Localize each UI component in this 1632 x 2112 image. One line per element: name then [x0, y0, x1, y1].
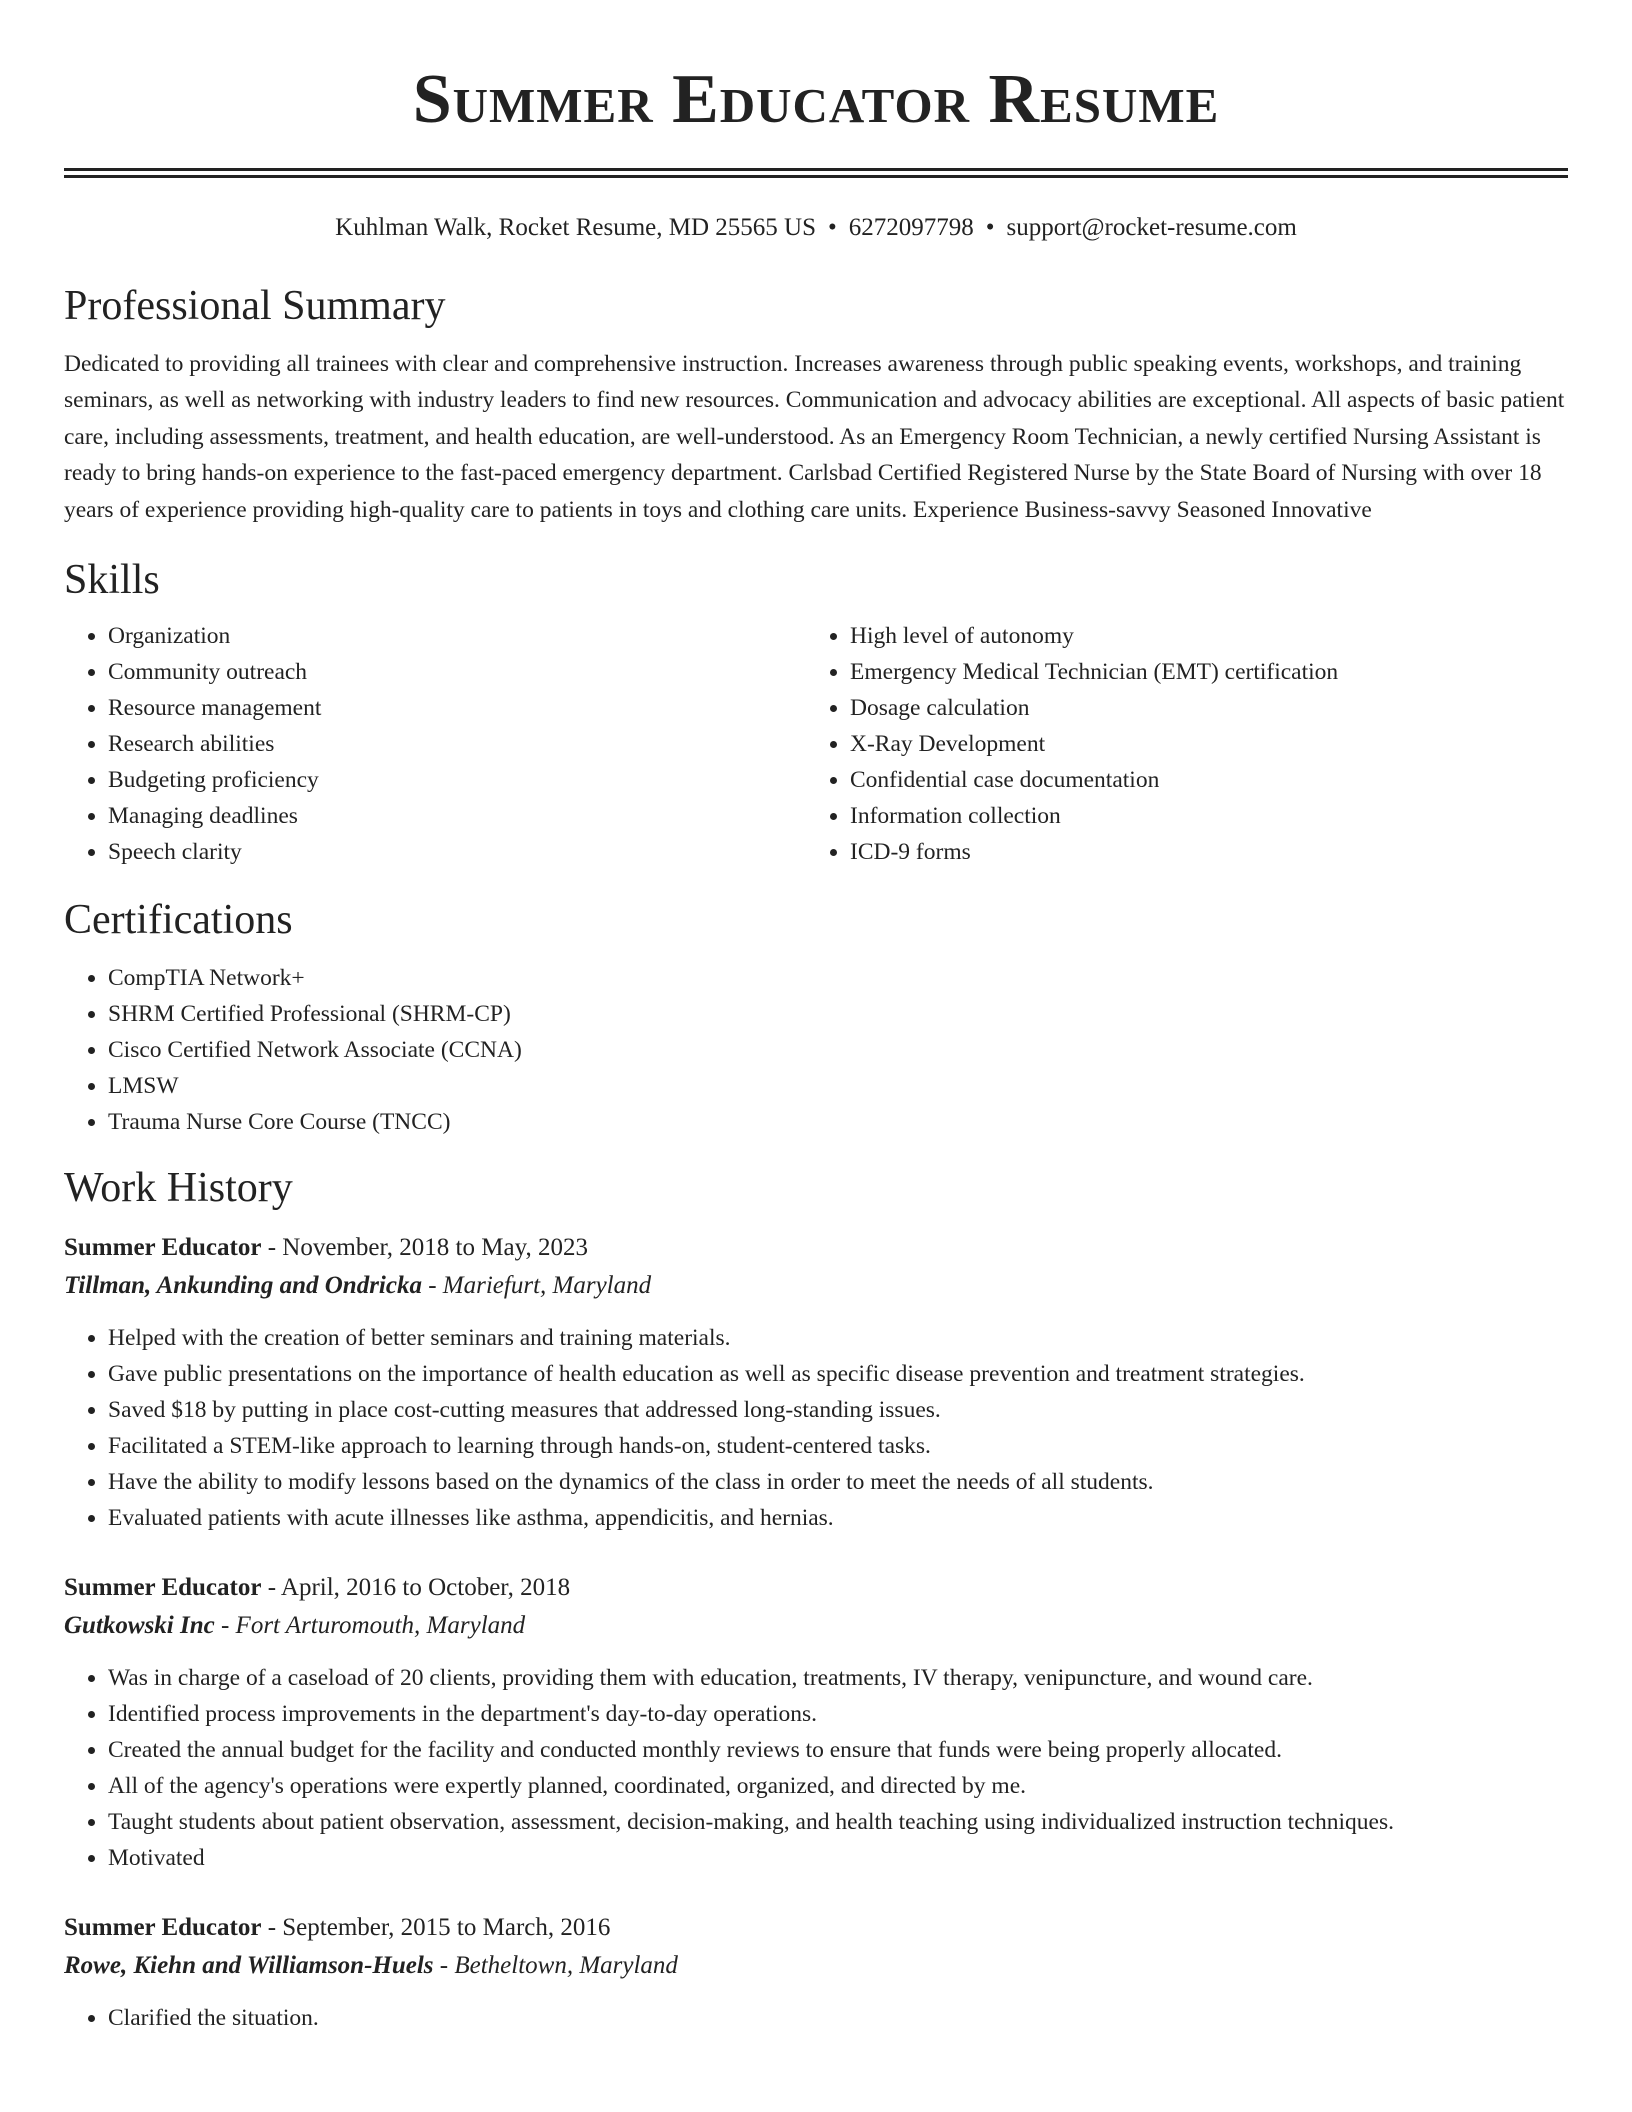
job-bullet-list	[64, 2000, 1568, 2036]
skill-item: • Speech clarity	[108, 834, 806, 870]
skills-section	[64, 554, 1568, 870]
skill-item: • High level of autonomy	[850, 618, 1548, 654]
skill-item: • Resource management	[108, 690, 806, 726]
job-company: Rowe, Kiehn and Williamson-Huels	[64, 1952, 434, 1980]
job-bullet: • Motivated	[108, 1840, 1568, 1876]
job-bullet: • Clarified the situation.	[108, 2000, 1568, 2036]
job-company-line	[64, 1266, 1568, 1306]
job-bullet: • Saved $18 by putting in place cost-cutting measures that addressed long-standing issues.	[108, 1392, 1568, 1428]
skill-item: • Managing deadlines	[108, 798, 806, 834]
job-bullet: • Have the ability to modify lessons based on the dynamics of the class in order to meet the needs of all students.	[108, 1464, 1568, 1500]
skill-item: • Research abilities	[108, 726, 806, 762]
contact-line	[64, 212, 1568, 244]
skill-item: • X-Ray Development	[850, 726, 1548, 762]
job-company: Gutkowski Inc	[64, 1612, 215, 1640]
section-heading: Professional Summary	[64, 283, 446, 329]
contact-separator: •	[985, 214, 995, 241]
section-heading: Skills	[64, 557, 160, 604]
skill-item: • Emergency Medical Technician (EMT) certification	[850, 654, 1548, 690]
job-entry	[64, 1230, 1568, 1536]
job-bullet: • Identified process improvements in the department's day-to-day operations.	[108, 1696, 1568, 1732]
work-history-section	[64, 1162, 1568, 2036]
skill-item: • Budgeting proficiency	[108, 762, 806, 798]
certification-item: • Trauma Nurse Core Course (TNCC)	[108, 1104, 1568, 1140]
contact-phone: 6272097798	[848, 214, 974, 241]
job-title: Summer Educator	[64, 1914, 262, 1942]
job-company-line	[64, 1606, 1568, 1646]
certification-item: • CompTIA Network+	[108, 960, 1568, 996]
skill-item: • Information collection	[850, 798, 1548, 834]
contact-address: Kuhlman Walk, Rocket Resume, MD 25565 US	[335, 214, 816, 241]
job-title: Summer Educator	[64, 1574, 262, 1602]
skills-column-left	[64, 618, 806, 870]
section-heading: Work History	[64, 1165, 293, 1212]
job-company: Tillman, Ankunding and Ondricka	[64, 1272, 422, 1300]
job-location: - Fort Arturomouth, Maryland	[214, 1612, 526, 1640]
job-title-line	[64, 1910, 1568, 1946]
job-company-line	[64, 1946, 1568, 1986]
job-dates: - November, 2018 to May, 2023	[261, 1234, 588, 1262]
job-bullet: • Taught students about patient observation, assessment, decision-making, and health teaching using individualized instruction techniques.	[108, 1804, 1568, 1840]
job-title: Summer Educator	[64, 1234, 262, 1262]
skill-item: • Community outreach	[108, 654, 806, 690]
contact-email: support@rocket-resume.com	[1006, 214, 1297, 241]
skill-item: • ICD-9 forms	[850, 834, 1548, 870]
job-bullet: • All of the agency's operations were expertly planned, coordinated, organized, and directed by me.	[108, 1768, 1568, 1804]
job-bullet: • Evaluated patients with acute illnesses like asthma, appendicitis, and hernias.	[108, 1500, 1568, 1536]
job-dates: - September, 2015 to March, 2016	[261, 1914, 611, 1942]
job-bullet-list	[64, 1320, 1568, 1536]
skill-item: • Dosage calculation	[850, 690, 1548, 726]
skill-item: • Organization	[108, 618, 806, 654]
job-bullet: • Was in charge of a caseload of 20 clients, providing them with education, treatments, IV therapy, venipuncture, and wound care.	[108, 1660, 1568, 1696]
certifications-section	[64, 894, 1568, 1140]
resume-title: Summer Educator Resume	[412, 61, 1220, 138]
job-location: - Betheltown, Maryland	[433, 1952, 678, 1980]
skills-columns	[64, 618, 1568, 870]
certification-item: • SHRM Certified Professional (SHRM-CP)	[108, 996, 1568, 1032]
skill-item: • Confidential case documentation	[850, 762, 1548, 798]
job-entry	[64, 1910, 1568, 2036]
certifications-list	[64, 960, 1568, 1140]
skills-column-right	[806, 618, 1548, 870]
certification-item: • Cisco Certified Network Associate (CCNA)	[108, 1032, 1568, 1068]
job-bullet-list	[64, 1660, 1568, 1876]
professional-summary-section	[64, 280, 1568, 528]
job-entry	[64, 1570, 1568, 1876]
contact-separator: •	[828, 214, 837, 241]
title-double-rule	[64, 168, 1568, 178]
certification-item: • LMSW	[108, 1068, 1568, 1104]
job-location: - Mariefurt, Maryland	[421, 1272, 652, 1300]
job-title-line	[64, 1230, 1568, 1266]
job-bullet: • Gave public presentations on the importance of health education as well as specific disease prevention and treatment strategies.	[108, 1356, 1568, 1392]
job-dates: - April, 2016 to October, 2018	[261, 1574, 571, 1602]
summary-paragraph: Dedicated to providing all trainees with clear and comprehensive instruction. Increases awareness through public speaking events, workshops, and training seminars, as well as networking with industry leaders to find new resources. Communication and advocacy abilities are exceptional. All aspects of basic patient care, including assessments, treatment, and health education, are well-understood. As an Emergency Room Technician, a newly certified Nursing Assistant is ready to bring hands-on experience to the fast-paced emergency department. Carlsbad Certified Registered Nurse by the State Board of Nursing with over 18 years of experience providing high-quality care to patients in toys and clothing care units. Experience Business-savvy Seasoned Innovative	[64, 351, 1565, 523]
job-bullet: • Facilitated a STEM-like approach to learning through hands-on, student-centered tasks.	[108, 1428, 1568, 1464]
job-bullet: • Helped with the creation of better seminars and training materials.	[108, 1320, 1568, 1356]
skills-list-right	[806, 618, 1548, 870]
job-title-line	[64, 1570, 1568, 1606]
section-heading: Certifications	[64, 897, 293, 944]
job-bullet: • Created the annual budget for the facility and conducted monthly reviews to ensure that funds were being properly allocated.	[108, 1732, 1568, 1768]
skills-list-left	[64, 618, 806, 870]
